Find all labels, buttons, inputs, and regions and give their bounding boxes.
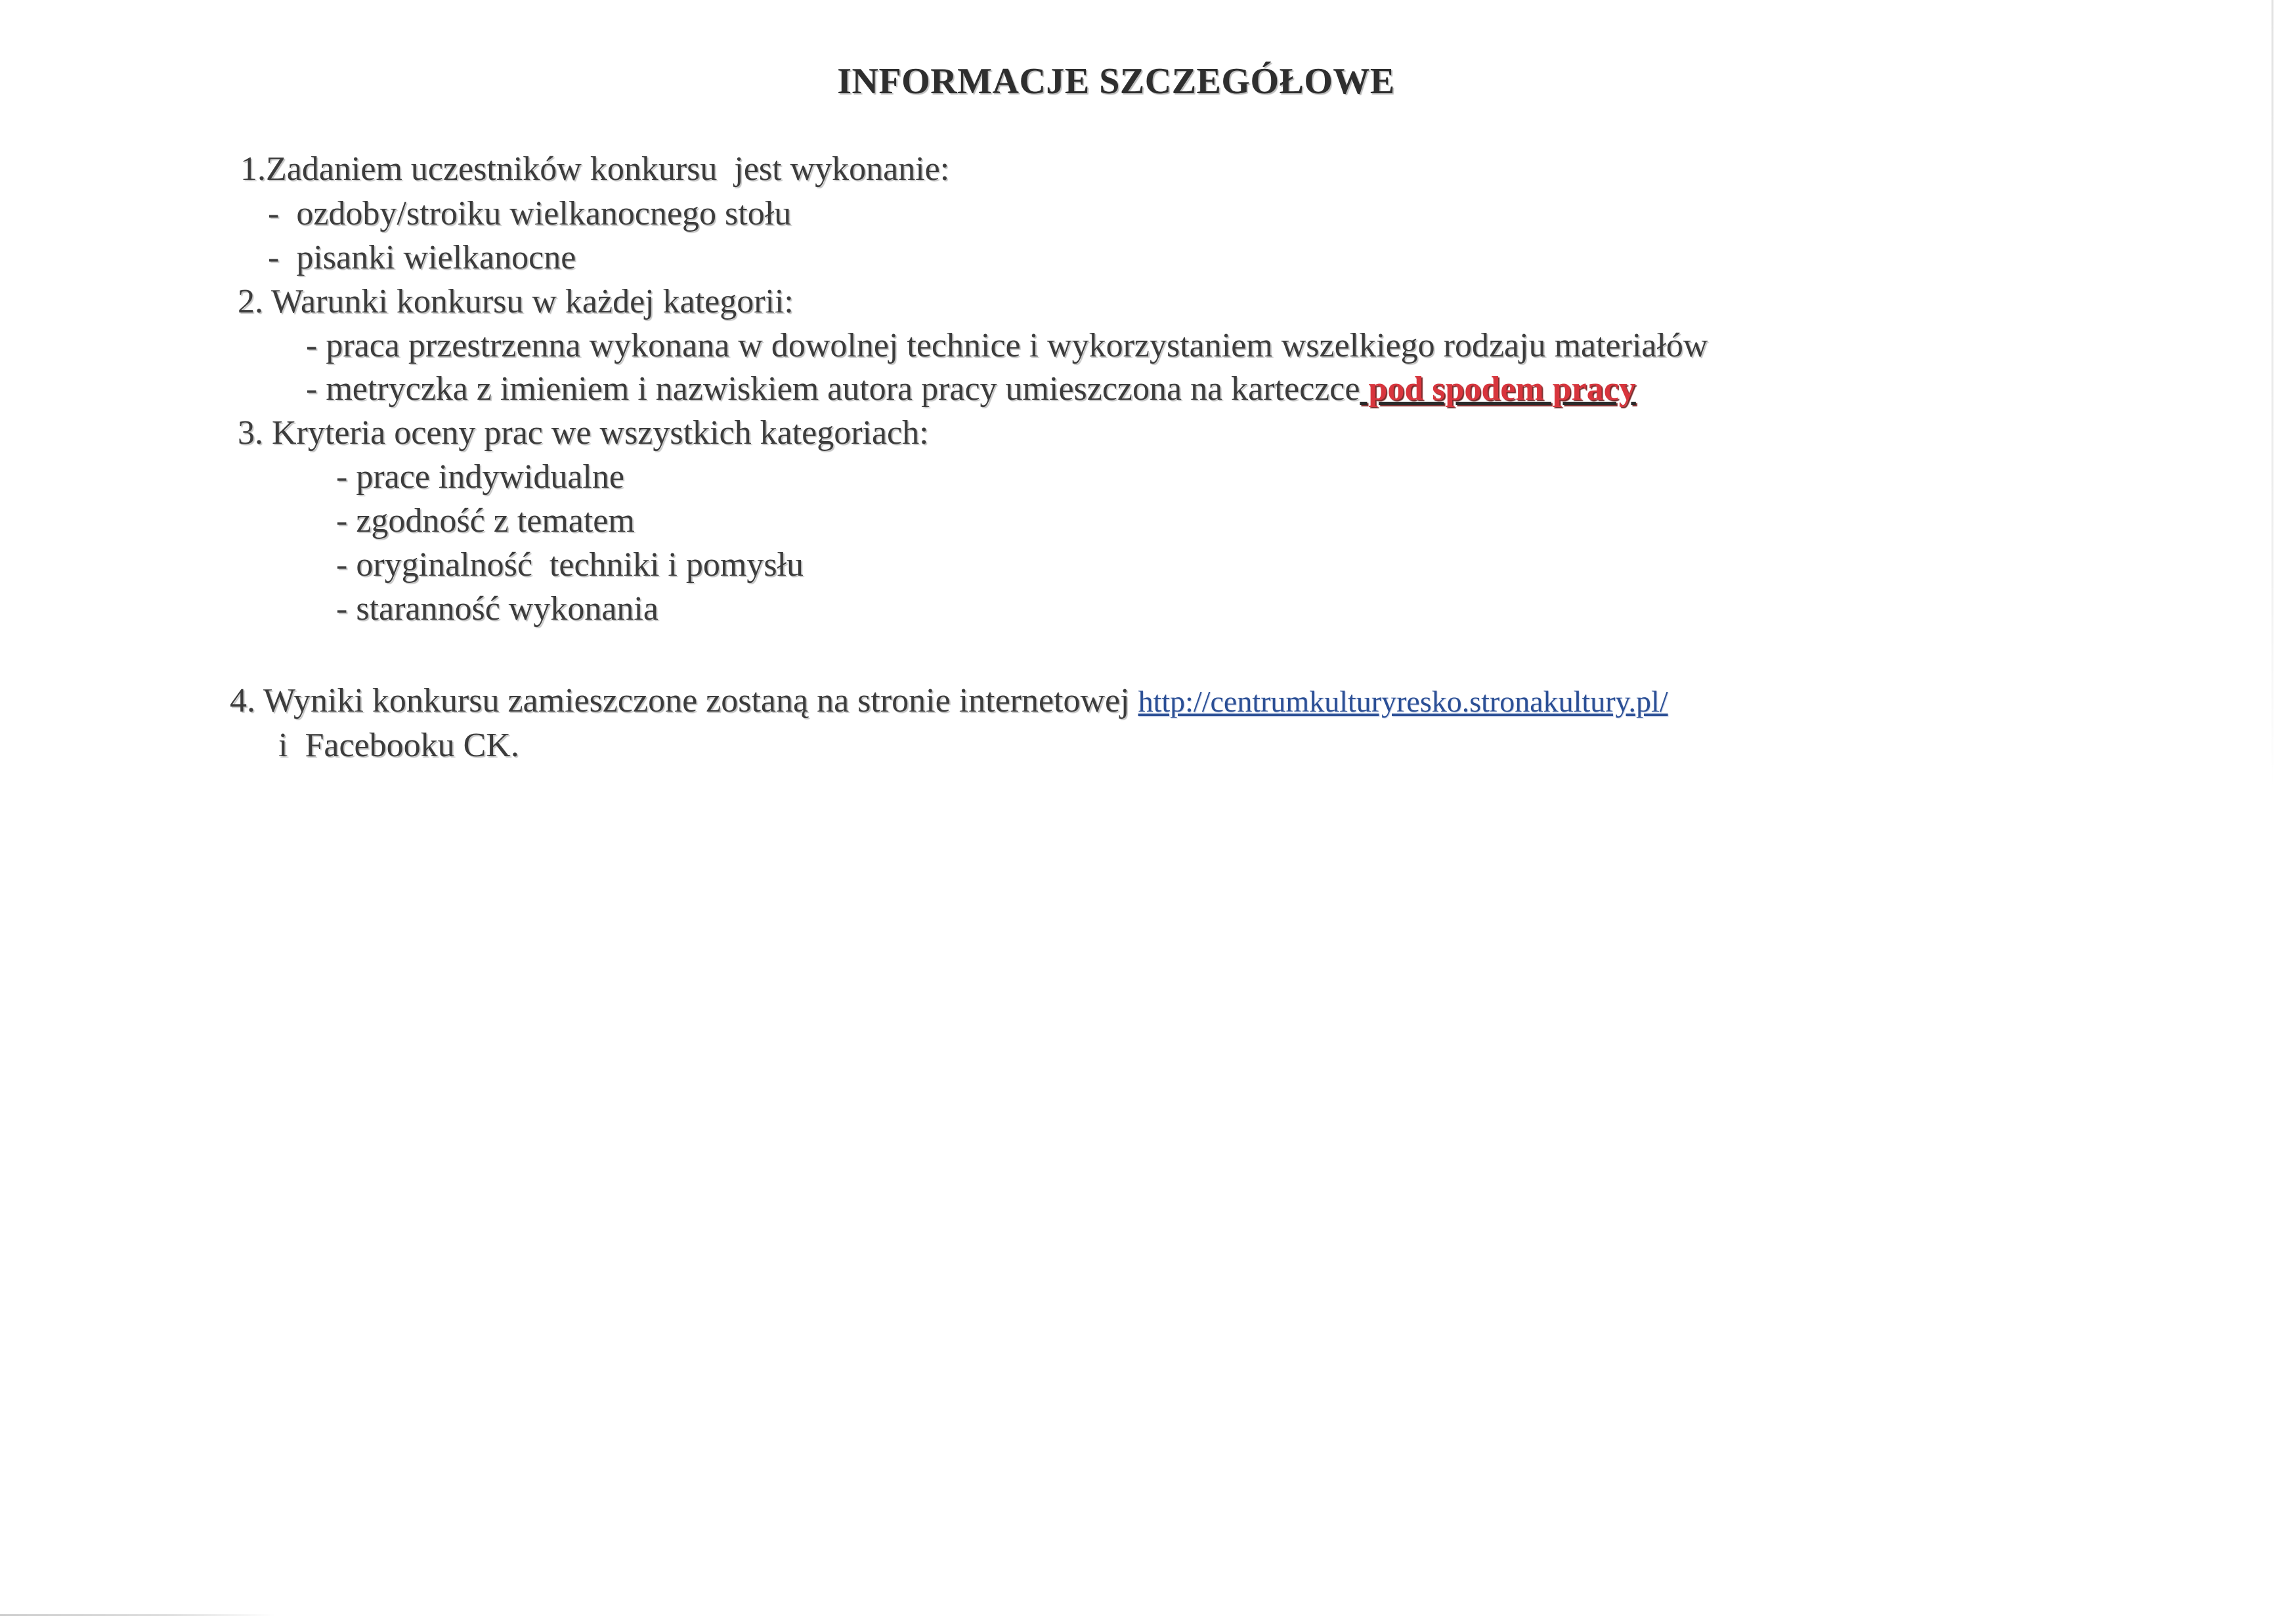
scan-edge-bottom xyxy=(0,1614,276,1616)
section-3-item-zgodnosc: - zgodność z tematem xyxy=(336,502,635,540)
emphasis-pod-spodem-pracy: pod spodem pracy xyxy=(1360,370,1636,408)
section-4-heading xyxy=(230,681,1668,721)
section-2-item-praca: - praca przestrzenna wykonana w dowolnej technice i wykorzystaniem wszelkiego rodzaju materiałów xyxy=(306,327,1708,364)
section-1-item-pisanki: - pisanki wielkanocne xyxy=(268,239,576,276)
metryczka-text: - metryczka z imieniem i nazwiskiem autora pracy umieszczona na karteczce xyxy=(306,370,1360,408)
document-title: INFORMACJE SZCZEGÓŁOWE xyxy=(837,61,1395,102)
website-link[interactable]: http://centrumkulturyresko.stronakultury.pl/ xyxy=(1138,685,1668,718)
section-3-item-starannosc: - staranność wykonania xyxy=(336,590,658,628)
section-3-item-indywidualne: - prace indywidualne xyxy=(336,458,624,496)
scan-edge-right xyxy=(2271,0,2273,788)
section-3-heading: 3. Kryteria oceny prac we wszystkich kategoriach: xyxy=(238,414,929,452)
section-1-heading: 1.Zadaniem uczestników konkursu jest wykonanie: xyxy=(240,150,950,188)
section-2-item-metryczka xyxy=(306,370,1636,409)
section-3-item-oryginalnosc: - oryginalność techniki i pomysłu xyxy=(336,546,804,584)
section-4-continuation: i Facebooku CK. xyxy=(278,727,519,764)
section-2-heading: 2. Warunki konkursu w każdej kategorii: xyxy=(238,283,794,320)
section-1-item-ozdoby: - ozdoby/stroiku wielkanocnego stołu xyxy=(268,195,792,232)
section-4-text: 4. Wyniki konkursu zamieszczone zostaną na stronie internetowej xyxy=(230,682,1138,719)
